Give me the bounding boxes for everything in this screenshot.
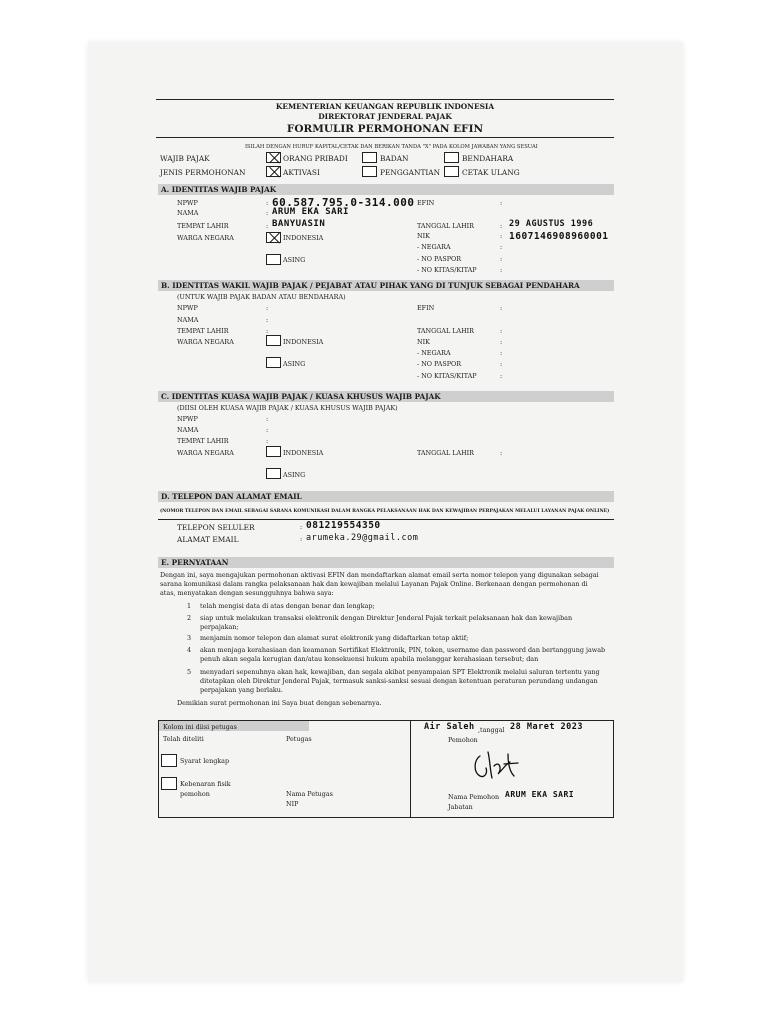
asing-label-c: ASING [283, 471, 306, 479]
statement-item-4-line-1: akan menjaga kerahasiaan dan keamanan Sertifikat Elektronik, PIN, token, username dan password dan bertanggung jawab [200, 646, 606, 654]
statement-item-4-line-2: penuh akan segala kerugian dan/atau konsekuensi hukum apabila melanggar kerahasiaan tersebut; dan [200, 655, 539, 663]
negara-label-a: - NEGARA [417, 243, 451, 251]
section-b-header [158, 280, 614, 291]
section-c-title: C. IDENTITAS KUASA WAJIB PAJAK / KUASA KHUSUS WAJIB PAJAK [161, 392, 441, 401]
checkbox-asing-b[interactable] [266, 357, 281, 368]
checkbox-bendahara[interactable] [444, 152, 459, 163]
wajib-pajak-label: WAJIB PAJAK [160, 154, 210, 163]
colon: : [500, 372, 503, 380]
colon: : [266, 415, 269, 423]
telah-diteliti-label: Telah diteliti [163, 735, 204, 743]
statement-item-5-line-2: ditetapkan oleh Direktur Jenderal Pajak, termasuk sanksi-sanksi sesuai dengan ketentuan peraturan perundang undangan [200, 677, 598, 685]
ministry-name: KEMENTERIAN KEUANGAN REPUBLIK INDONESIA [275, 102, 495, 111]
section-d-subtitle: (NOMOR TELEPON DAN EMAIL SEBAGAI SARANA KOMUNIKASI DALAM RANGKA PELAKSANAAN HAK DAN KEWAJIBAN PERPAJAKAN MELALUI LAYANAN PAJAK ONLINE) [160, 509, 610, 514]
checkbox-kebenaran-fisik[interactable] [161, 777, 177, 790]
efin-label-b: EFIN [417, 304, 435, 312]
applicant-signature [470, 748, 530, 784]
section-b-subtitle: (UNTUK WAJIB PAJAK BADAN ATAU BENDAHARA) [177, 293, 346, 301]
colon: : [500, 349, 503, 357]
option-badan: BADAN [380, 154, 409, 163]
statement-item-2-line-2: perpajakan; [200, 623, 239, 631]
tanggal-lahir-value[interactable]: 29 AGUSTUS 1996 [509, 219, 594, 229]
section-d-rule [158, 519, 614, 520]
indonesia-label-a: INDONESIA [283, 234, 324, 242]
section-b-title: B. IDENTITAS WAKIL WAJIB PAJAK / PEJABAT ATAU PIHAK YANG DI TUNJUK SEBAGAI PENDAHARA [161, 281, 580, 290]
statement-item-5-line-1: menyadari sepenuhnya akan hak, kewajiban, dan segala akibat penyampaian SPT Elektronik melalui saluran tertentu yang [200, 668, 600, 676]
colon: : [500, 327, 503, 335]
nama-label-b: NAMA [177, 316, 199, 324]
colon: : [266, 209, 269, 217]
email-label: ALAMAT EMAIL [177, 535, 239, 544]
tanggal-lahir-label-c: TANGGAL LAHIR [417, 449, 474, 457]
kebenaran-fisik-label: Kebenaran fisik [180, 780, 231, 788]
section-d-header [158, 491, 614, 502]
colon: : [500, 266, 503, 274]
warga-negara-label-b: WARGA NEGARA [177, 338, 234, 346]
bottom-right-rule [613, 720, 614, 817]
colon: : [500, 304, 503, 312]
signing-place[interactable]: Air Saleh [424, 722, 475, 732]
statement-item-2-line-1: siap untuk melakukan transaksi elektronik dengan Direktur Jenderal Pajak terkait pelaksanaan hak dan kewajiban [200, 614, 573, 622]
colon: : [266, 437, 269, 445]
header-bottom-rule [156, 137, 614, 138]
bottom-middle-rule [410, 720, 411, 817]
nama-pemohon-label: Nama Pemohon [448, 793, 500, 801]
checkbox-asing-a[interactable] [266, 254, 281, 265]
asing-label-a: ASING [283, 256, 306, 264]
email-value[interactable]: arumeka.29@gmail.com [306, 533, 419, 543]
syarat-lengkap-label: Syarat lengkap [180, 757, 230, 765]
colon: : [266, 316, 269, 324]
statement-closing: Demikian surat permohonan ini Saya buat dengan sebenarnya. [177, 699, 382, 707]
no-kitas-label-a: - NO KITAS/KITAP [417, 266, 477, 274]
checkbox-indonesia-c[interactable] [266, 446, 281, 457]
nik-label-b: NIK [417, 338, 430, 346]
colon: : [266, 304, 269, 312]
colon: : [266, 327, 269, 335]
no-kitas-label-b: - NO KITAS/KITAP [417, 372, 477, 380]
nip-label: NIP [286, 800, 299, 808]
tempat-lahir-label-b: TEMPAT LAHIR [177, 327, 229, 335]
option-cetak-ulang: CETAK ULANG [462, 168, 520, 177]
header-top-rule [156, 99, 614, 100]
checkbox-badan[interactable] [362, 152, 377, 163]
colon: : [500, 255, 503, 263]
instruction-text: ISILAH DENGAN HURUF KAPITAL/CETAK DAN BERIKAN TANDA "X" PADA KOLOM JAWABAN YANG SESUAI [245, 144, 538, 150]
colon: : [500, 199, 503, 207]
section-e-header [158, 557, 614, 568]
bottom-left-rule [158, 720, 159, 817]
tempat-lahir-label: TEMPAT LAHIR [177, 222, 229, 230]
statement-item-1-line-1: telah mengisi data di atas dengan benar dan lengkap; [200, 602, 375, 610]
colon: : [500, 449, 503, 457]
nama-label-c: NAMA [177, 426, 199, 434]
signing-date[interactable]: 28 Maret 2023 [510, 722, 584, 732]
section-a-header [158, 184, 614, 195]
nik-value[interactable]: 1607146908960001 [509, 231, 609, 242]
statement-num-4: 4 [187, 646, 192, 654]
nama-pemohon-value[interactable]: ARUM EKA SARI [505, 790, 575, 799]
colon: : [266, 426, 269, 434]
checkbox-syarat-lengkap[interactable] [161, 754, 177, 767]
phone-label: TELEPON SELULER [177, 523, 255, 532]
npwp-label: NPWP [177, 199, 198, 207]
pemohon-signature-label: Pemohon [448, 736, 478, 744]
jabatan-label: Jabatan [448, 803, 473, 811]
statement-num-2: 2 [187, 614, 192, 622]
section-c-subtitle: (DIISI OLEH KUASA WAJIB PAJAK / KUASA KHUSUS WAJIB PAJAK) [177, 404, 398, 412]
bottom-bottom-rule [158, 817, 614, 818]
colon: : [500, 338, 503, 346]
colon: : [500, 360, 503, 368]
option-penggantian: PENGGANTIAN [380, 168, 441, 177]
checkbox-orang-pribadi[interactable] [266, 152, 281, 163]
jenis-permohonan-label: JENIS PERMOHONAN [160, 168, 246, 177]
warga-negara-label-c: WARGA NEGARA [177, 449, 234, 457]
statement-num-5: 5 [187, 668, 192, 676]
officer-box-title: Kolom ini diisi petugas [163, 723, 237, 731]
phone-value[interactable]: 081219554350 [306, 520, 381, 531]
option-aktivasi: AKTIVASI [283, 168, 320, 177]
colon: : [266, 199, 269, 207]
tempat-lahir-value[interactable]: BANYUASIN [272, 219, 326, 229]
no-paspor-label-b: - NO PASPOR [417, 360, 462, 368]
negara-label-b: - NEGARA [417, 349, 451, 357]
checkbox-cetak-ulang[interactable] [444, 166, 459, 177]
npwp-label-b: NPWP [177, 304, 198, 312]
tempat-lahir-label-c: TEMPAT LAHIR [177, 437, 229, 445]
statement-intro-line-1: Dengan ini, saya mengajukan permohonan aktivasi EFIN dan mendaftarkan alamat email serta nomor telepon yang digunakan sebagai [160, 571, 599, 579]
tanggal-lahir-label-a: TANGGAL LAHIR [417, 222, 474, 230]
section-c-header [158, 391, 614, 402]
nama-value[interactable]: ARUM EKA SARI [272, 207, 349, 217]
no-paspor-label-a: - NO PASPOR [417, 255, 462, 263]
npwp-value[interactable]: 60.587.795.0-314.000 [272, 196, 415, 209]
section-e-title: E. PERNYATAAN [161, 558, 229, 567]
efin-label-a: EFIN [417, 199, 435, 207]
section-a-title: A. IDENTITAS WAJIB PAJAK [161, 185, 277, 194]
indonesia-label-c: INDONESIA [283, 449, 324, 457]
warga-negara-label: WARGA NEGARA [177, 234, 234, 242]
checkbox-aktivasi[interactable] [266, 166, 281, 177]
option-bendahara: BENDAHARA [462, 154, 514, 163]
option-orang-pribadi: ORANG PRIBADI [283, 154, 348, 163]
pemohon-label: pemohon [180, 790, 210, 798]
nama-label: NAMA [177, 209, 199, 217]
section-d-title: D. TELEPON DAN ALAMAT EMAIL [161, 492, 302, 501]
colon: : [266, 222, 269, 230]
checkbox-indonesia-a[interactable] [266, 232, 281, 243]
statement-item-3-line-1: menjamin nomor telepon dan alamat surat elektronik yang didaftarkan tetap aktif; [200, 634, 469, 642]
statement-intro-line-2: sarana komunikasi dalam rangka pelaksanaan hak dan kewajiban melalui Layanan Pajak Online. Berkenaan dengan permohonan di [160, 580, 588, 588]
colon: : [500, 232, 503, 240]
tanggal-lahir-label-b: TANGGAL LAHIR [417, 327, 474, 335]
tanggal-label: ,tanggal [478, 726, 505, 734]
colon: : [500, 222, 503, 230]
nama-petugas-label: Nama Petugas [286, 790, 333, 798]
npwp-label-c: NPWP [177, 415, 198, 423]
checkbox-penggantian[interactable] [362, 166, 377, 177]
petugas-label: Petugas [286, 735, 312, 743]
statement-intro-line-3: atas, menyatakan dengan sesungguhnya bahwa saya: [160, 589, 334, 597]
colon: : [300, 535, 303, 543]
asing-label-b: ASING [283, 360, 306, 368]
directorate-name: DIREKTORAT JENDERAL PAJAK [318, 112, 452, 121]
colon: : [300, 523, 303, 531]
nik-label-a: NIK [417, 232, 430, 240]
statement-num-3: 3 [187, 634, 192, 642]
colon: : [500, 243, 503, 251]
checkbox-indonesia-b[interactable] [266, 335, 281, 346]
indonesia-label-b: INDONESIA [283, 338, 324, 346]
form-title: FORMULIR PERMOHONAN EFIN [286, 123, 484, 135]
checkbox-asing-c[interactable] [266, 468, 281, 479]
statement-num-1: 1 [187, 602, 192, 610]
statement-item-5-line-3: perpajakan yang berlaku. [200, 686, 283, 694]
